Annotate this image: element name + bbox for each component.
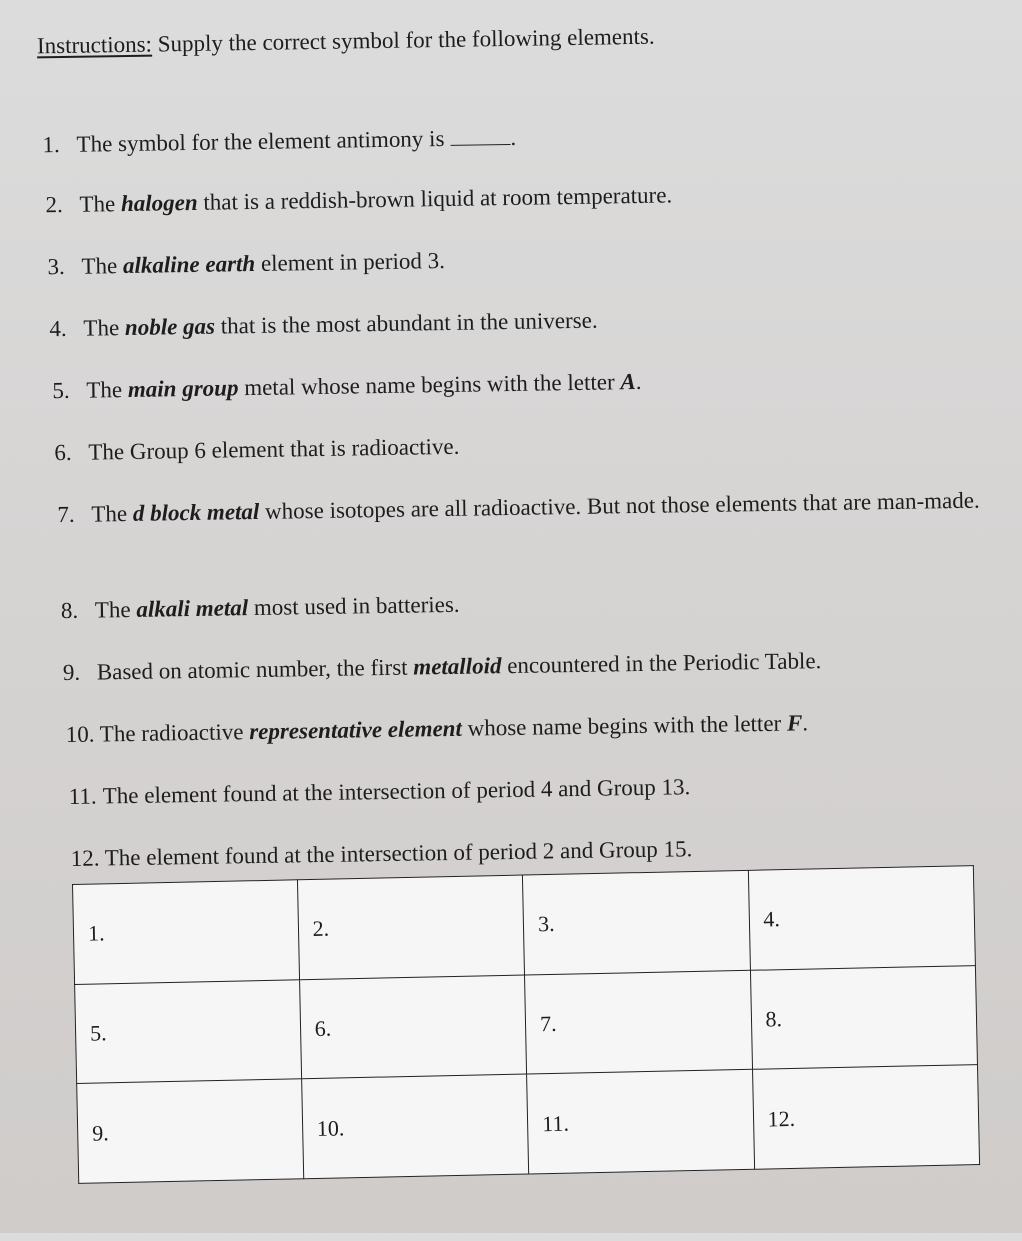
question-text: The symbol for the element antimony is xyxy=(76,125,445,157)
question-text: The element found at the intersection of period 4 and Group 13. xyxy=(102,774,691,809)
question-number: 8. xyxy=(60,597,79,624)
question-term: d block metal xyxy=(132,498,260,526)
question-3 xyxy=(47,245,445,283)
answer-cell-7[interactable]: 7. xyxy=(525,970,752,1074)
question-number: 5. xyxy=(52,377,70,404)
question-6 xyxy=(54,431,460,469)
answer-table xyxy=(72,865,980,1184)
question-text-end: that is a reddish-brown liquid at room temperature. xyxy=(197,182,673,215)
question-text: The radioactive xyxy=(99,719,250,747)
question-text: The Group 6 element that is radioactive. xyxy=(88,433,460,465)
question-text-end: element in period 3. xyxy=(255,247,446,276)
question-text: The xyxy=(83,315,126,341)
question-number: 10. xyxy=(65,721,95,748)
question-text-mid: metal whose name begins with the letter xyxy=(238,369,621,401)
question-text: Based on atomic number, the first xyxy=(96,654,414,685)
question-number: 1. xyxy=(42,132,60,158)
question-number: 6. xyxy=(54,439,72,466)
question-term: noble gas xyxy=(124,313,216,341)
question-number: 3. xyxy=(47,253,65,280)
question-text: The element found at the intersection of period 2 and Group 15. xyxy=(104,836,693,871)
answer-row xyxy=(73,866,976,985)
question-7 xyxy=(57,484,991,531)
question-term: representative element xyxy=(249,715,463,745)
question-text-block xyxy=(91,484,991,530)
question-text: The xyxy=(91,500,134,527)
question-text: The xyxy=(94,596,137,623)
question-term: metalloid xyxy=(413,653,502,680)
answer-cell-9[interactable]: 9. xyxy=(77,1079,304,1183)
answer-cell-2[interactable]: 2. xyxy=(297,875,524,979)
answer-cell-5[interactable]: 5. xyxy=(75,979,302,1083)
question-text-end: that is the most abundant in the universe. xyxy=(214,307,598,339)
question-9 xyxy=(63,645,822,689)
question-number: 9. xyxy=(62,659,81,686)
question-number: 11. xyxy=(68,783,97,809)
instructions-line xyxy=(37,24,655,60)
instructions-text: Supply the correct symbol for the following elements. xyxy=(151,23,655,57)
question-8 xyxy=(61,589,460,627)
instructions-label: Instructions: xyxy=(36,31,153,59)
question-2 xyxy=(45,179,672,221)
question-5 xyxy=(52,366,642,407)
question-text-mid: whose name begins with the letter xyxy=(461,710,788,741)
question-term: alkali metal xyxy=(136,595,249,622)
question-text-end: . xyxy=(802,710,809,736)
question-letter: A xyxy=(620,369,636,395)
question-4 xyxy=(49,305,598,346)
answer-row xyxy=(75,965,978,1084)
question-text: The xyxy=(81,253,124,279)
answer-cell-11[interactable]: 11. xyxy=(527,1070,754,1174)
question-text-end: encountered in the Periodic Table. xyxy=(501,648,822,679)
question-letter: F xyxy=(786,710,803,736)
question-number: 7. xyxy=(57,501,75,528)
question-text-end: . xyxy=(635,368,642,395)
answer-cell-1[interactable]: 1. xyxy=(73,880,300,984)
question-1 xyxy=(42,122,516,161)
question-number: 12. xyxy=(70,845,100,871)
question-text-end: . xyxy=(510,124,517,150)
answer-cell-10[interactable]: 10. xyxy=(301,1074,528,1178)
question-number: 2. xyxy=(45,191,63,218)
question-11 xyxy=(69,771,691,813)
answer-cell-12[interactable]: 12. xyxy=(752,1065,980,1169)
answer-cell-6[interactable]: 6. xyxy=(299,975,526,1079)
question-term: main group xyxy=(127,375,239,402)
question-12 xyxy=(71,833,693,875)
answer-cell-4[interactable]: 4. xyxy=(748,866,976,970)
question-number: 4. xyxy=(49,315,67,342)
question-term: alkaline earth xyxy=(122,250,256,279)
question-text-end: whose isotopes are all radioactive. But not those elements that are man-made. xyxy=(259,487,980,524)
question-text-end: most used in batteries. xyxy=(247,591,460,621)
question-10 xyxy=(66,707,809,751)
question-text: The xyxy=(86,376,129,403)
answer-blank xyxy=(450,130,510,146)
answer-row xyxy=(77,1065,980,1184)
answer-cell-8[interactable]: 8. xyxy=(750,965,978,1069)
question-term: halogen xyxy=(120,189,198,217)
question-text: The xyxy=(79,191,122,217)
answer-cell-3[interactable]: 3. xyxy=(523,870,750,974)
